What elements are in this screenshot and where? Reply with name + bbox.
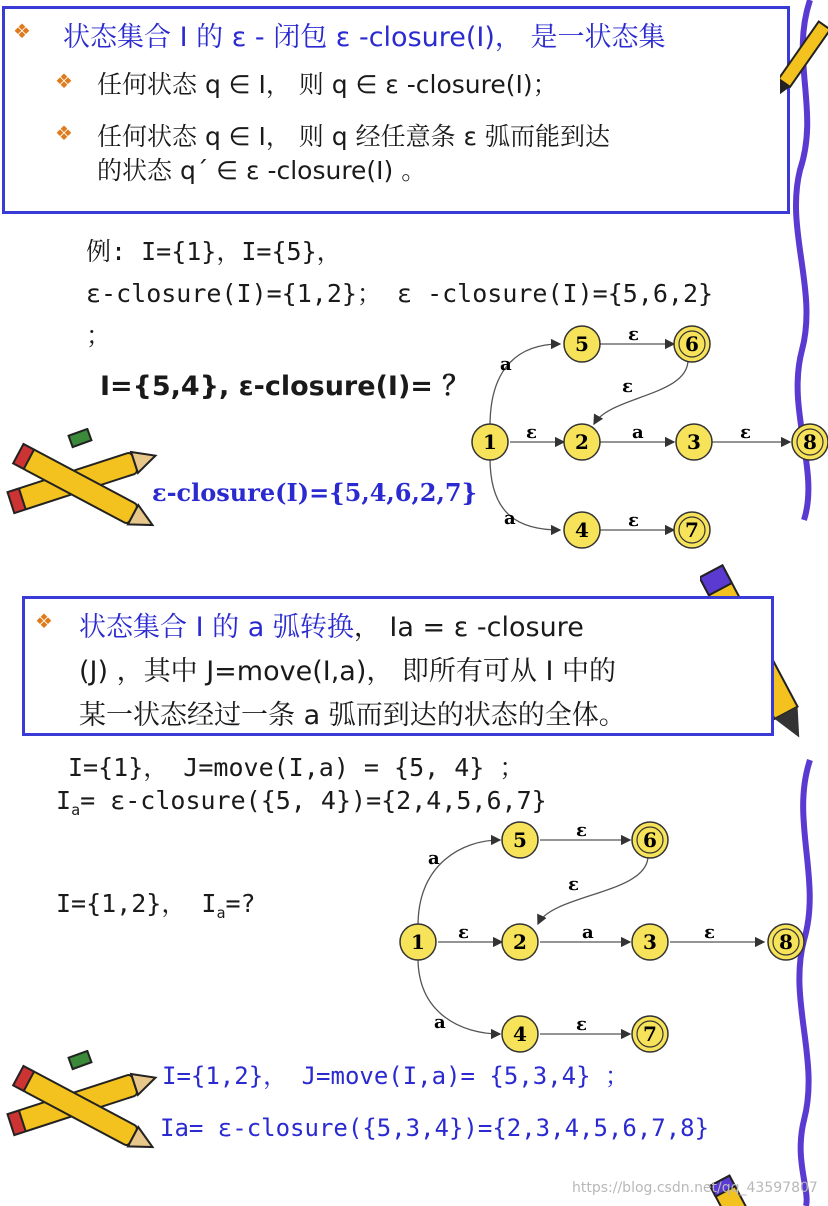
svg-text:8: 8 <box>779 930 793 954</box>
closure-definition-title: 状态集合 I 的 ε - 闭包 ε -closure(I)， 是一状态集 <box>63 22 666 53</box>
svg-text:5: 5 <box>575 332 589 356</box>
svg-text:3: 3 <box>643 930 657 954</box>
svg-text:7: 7 <box>685 518 699 542</box>
closure-rule-1: 任何状态 q ∈ I， 则 q ∈ ε -closure(I)； <box>97 70 558 99</box>
state-node-6 <box>632 822 668 858</box>
svg-text:5: 5 <box>513 828 527 852</box>
example2-question: I={1,2}， $I_a=$? <box>56 889 256 922</box>
a-arc-definition-line2: (J) ，其中 J=move(I,a)， 即所有可从 I 中的 <box>79 656 617 687</box>
edge-label: a <box>582 922 594 943</box>
state-node-3 <box>676 424 712 460</box>
edge-label: a <box>434 1012 446 1033</box>
edge-label: a <box>428 848 440 869</box>
example1-question: I={5,4}, ε-closure(I)= ？ <box>100 371 470 402</box>
edge-label: ε <box>576 820 587 841</box>
svg-text:8: 8 <box>803 430 817 454</box>
diamond-bullet-icon: ❖ <box>13 19 31 43</box>
state-node-6 <box>674 326 710 362</box>
svg-text:3: 3 <box>687 430 701 454</box>
svg-text:1: 1 <box>411 930 425 954</box>
edge-label: ε <box>704 922 715 943</box>
edge-label: ε <box>568 874 579 895</box>
state-node-3 <box>632 924 668 960</box>
state-node-1 <box>400 924 436 960</box>
nfa-graph-2 <box>392 814 818 1054</box>
edge-label: ε <box>458 922 469 943</box>
svg-text:4: 4 <box>513 1022 527 1046</box>
example1-line3: ； <box>86 321 112 350</box>
state-node-8 <box>792 424 828 460</box>
a-arc-definition-line3: 某一状态经过一条 a 弧而到达的状态的全体。 <box>79 700 626 731</box>
nfa-graph-1 <box>460 316 828 556</box>
state-node-5 <box>502 822 538 858</box>
a-arc-transition-box <box>22 596 774 736</box>
edge-label: ε <box>740 422 751 443</box>
svg-text:2: 2 <box>575 430 589 454</box>
state-node-7 <box>674 512 710 548</box>
state-node-2 <box>502 924 538 960</box>
diamond-bullet-icon: ❖ <box>55 69 73 93</box>
edge-label: a <box>500 354 512 375</box>
svg-text:2: 2 <box>513 930 527 954</box>
example2-answer2: Ia= ε-closure({5,3,4})={2,3,4,5,6,7,8} <box>160 1114 710 1142</box>
state-node-7 <box>632 1016 668 1052</box>
a-arc-definition-line1: 状态集合 I 的 a 弧转换， Ia = ε -closure <box>79 612 584 643</box>
edge-label: a <box>504 508 516 529</box>
pencils-icon <box>0 428 170 548</box>
svg-text:6: 6 <box>685 332 699 356</box>
closure-definition-box <box>2 6 790 214</box>
watermark: https://blog.csdn.net/qq_43597807 <box>572 1180 818 1196</box>
diamond-bullet-icon: ❖ <box>55 121 73 145</box>
edge-label: a <box>632 422 644 443</box>
state-node-5 <box>564 326 600 362</box>
closure-rule-2-line1: 任何状态 q ∈ I， 则 q 经任意条 ε 弧而能到达 <box>97 122 610 151</box>
edge-label: ε <box>576 1014 587 1035</box>
edge-label: ε <box>628 324 639 345</box>
example1-line1: 例: I={1}，I={5}， <box>86 237 342 266</box>
pencils-icon <box>0 1050 170 1170</box>
example1-answer: ε-closure(I)={5,4,6,2,7} <box>152 478 477 507</box>
svg-text:7: 7 <box>643 1022 657 1046</box>
state-node-8 <box>768 924 804 960</box>
edge-label: ε <box>526 422 537 443</box>
svg-text:4: 4 <box>575 518 589 542</box>
svg-text:1: 1 <box>483 430 497 454</box>
example2-answer1: I={1,2}， J=move(I,a)= {5,3,4} ； <box>162 1062 630 1090</box>
edge-label: ε <box>628 510 639 531</box>
state-node-1 <box>472 424 508 460</box>
edge-label: ε <box>622 376 633 397</box>
example2-line1: I={1}， J=move(I,a) = {5, 4} ； <box>68 753 525 782</box>
state-node-2 <box>564 424 600 460</box>
diamond-bullet-icon: ❖ <box>35 609 53 633</box>
closure-rule-2-line2: 的状态 q´ ∈ ε -closure(I) 。 <box>97 156 427 185</box>
state-node-4 <box>502 1016 538 1052</box>
example1-line2: ε-closure(I)={1,2}； ε -closure(I)={5,6,2} <box>86 279 714 308</box>
example2-line2: $I_a=$ ε-closure({5, 4})={2,4,5,6,7} <box>56 786 547 819</box>
svg-text:6: 6 <box>643 828 657 852</box>
state-node-4 <box>564 512 600 548</box>
